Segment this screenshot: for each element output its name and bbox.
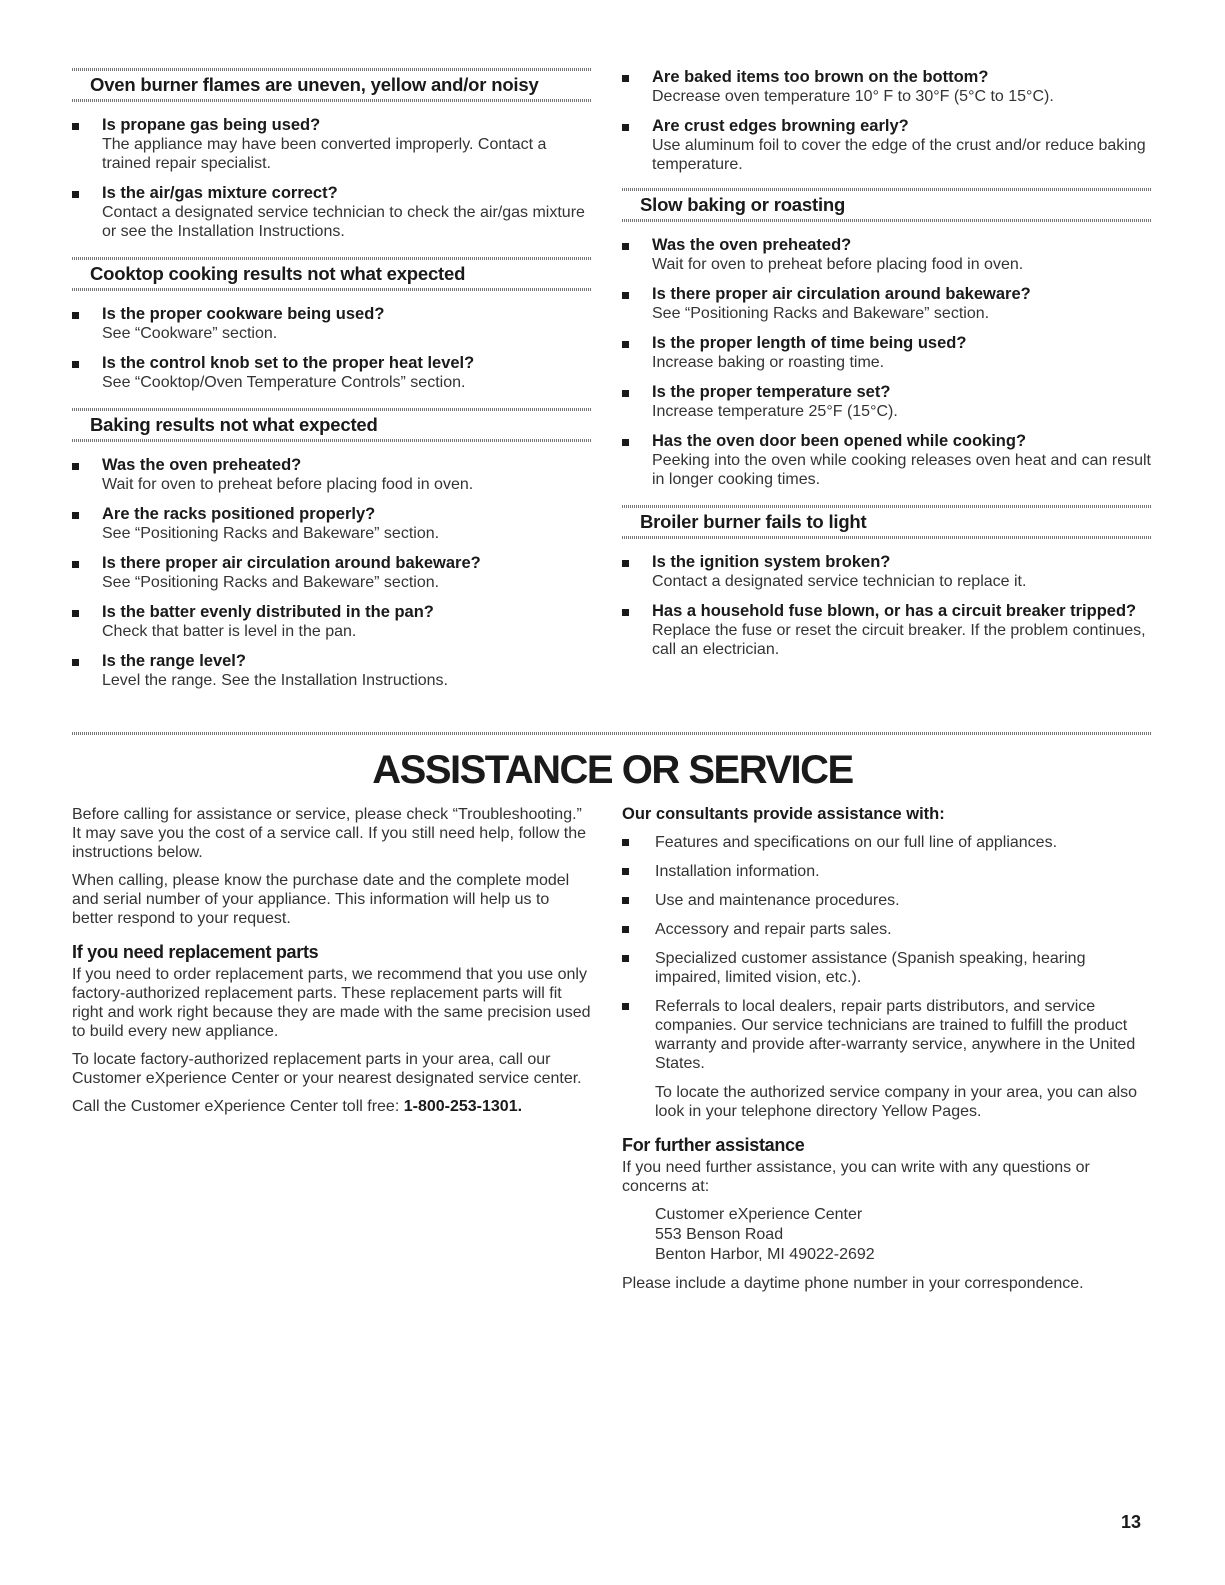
bullet-icon — [72, 610, 79, 617]
answer: Increase baking or roasting time. — [652, 354, 885, 371]
qa-item — [622, 383, 1152, 421]
answer: Wait for oven to preheat before placing food in oven. — [652, 256, 1024, 273]
answer: See “Positioning Racks and Bakeware” section. — [102, 574, 440, 591]
bullet-icon — [622, 341, 629, 348]
answer: Wait for oven to preheat before placing food in oven. — [102, 476, 474, 493]
bullet-icon — [72, 561, 79, 568]
list-item-text: Specialized customer assistance (Spanish speaking, hearing impaired, limited vision, etc.). — [655, 950, 1086, 986]
question: Is the proper length of time being used? — [652, 334, 967, 352]
question: Has a household fuse blown, or has a circuit breaker tripped? — [652, 602, 1137, 620]
section-heading — [72, 408, 592, 442]
bullet-icon — [622, 243, 629, 250]
bullet-icon — [622, 75, 629, 82]
answer: See “Cookware” section. — [102, 325, 278, 342]
bullet-icon — [622, 1003, 629, 1010]
list-item — [622, 920, 1152, 939]
qa-item — [72, 354, 592, 392]
closing-paragraph: Please include a daytime phone number in your correspondence. — [622, 1275, 1084, 1292]
section-title: Baking results not what expected — [90, 414, 378, 435]
section-heading — [622, 188, 1152, 222]
qa-item — [72, 305, 592, 343]
qa-item — [622, 285, 1152, 323]
question: Was the oven preheated? — [652, 236, 852, 254]
qa-item — [622, 68, 1152, 106]
further-heading: For further assistance — [622, 1135, 805, 1155]
bullet-icon — [622, 390, 629, 397]
qa-item — [72, 554, 592, 592]
bullet-icon — [622, 897, 629, 904]
call-paragraph — [72, 1097, 592, 1116]
answer: Contact a designated service technician to replace it. — [652, 573, 1027, 590]
section-title: Cooktop cooking results not what expected — [90, 263, 466, 284]
bullet-icon — [72, 123, 79, 130]
section-oven-burner — [72, 68, 592, 241]
question: Are crust edges browning early? — [652, 117, 909, 135]
bullet-icon — [622, 292, 629, 299]
page-title: ASSISTANCE OR SERVICE — [372, 748, 853, 792]
answer: Check that batter is level in the pan. — [102, 623, 357, 640]
qa-item — [72, 184, 592, 241]
question: Is the range level? — [102, 652, 246, 670]
section-title: Oven burner flames are uneven, yellow and/or noisy — [90, 74, 539, 95]
parts-paragraph: To locate factory-authorized replacement parts in your area, call our Customer eXperience Center or your nearest designated service center. — [72, 1051, 582, 1087]
qa-item — [72, 116, 592, 173]
answer: See “Positioning Racks and Bakeware” section. — [652, 305, 990, 322]
list-item-text: Use and maintenance procedures. — [655, 892, 900, 909]
qa-item — [622, 236, 1152, 274]
qa-item — [622, 432, 1152, 489]
section-title: Slow baking or roasting — [640, 194, 846, 215]
qa-item — [72, 652, 592, 690]
list-item-text: Accessory and repair parts sales. — [655, 921, 892, 938]
list-item-text: Installation information. — [655, 863, 820, 880]
list-item-text: Referrals to local dealers, repair parts distributors, and service companies. Our service technicians are trained to fulfill the product warranty and provide after-warranty service, anywhere in the United States. — [655, 998, 1136, 1072]
question: Are the racks positioned properly? — [102, 505, 376, 523]
question: Is the air/gas mixture correct? — [102, 184, 338, 202]
right-column — [622, 68, 1152, 670]
bullet-icon — [622, 926, 629, 933]
section-cooktop-results — [72, 257, 592, 392]
locate-paragraph: To locate the authorized service company in your area, you can also look in your telephone directory Yellow Pages. — [655, 1084, 1138, 1120]
qa-item — [622, 553, 1152, 591]
bullet-icon — [622, 439, 629, 446]
bullet-icon — [622, 868, 629, 875]
question: Is propane gas being used? — [102, 116, 321, 134]
qa-item — [622, 334, 1152, 372]
divider — [72, 288, 592, 291]
question: Is the proper cookware being used? — [102, 305, 385, 323]
section-heading — [622, 505, 1152, 539]
answer: Use aluminum foil to cover the edge of the crust and/or reduce baking temperature. — [652, 137, 1146, 173]
bullet-icon — [622, 955, 629, 962]
qa-item — [622, 117, 1152, 174]
qa-item — [72, 603, 592, 641]
section-broiler-burner — [622, 505, 1152, 659]
bullet-icon — [622, 124, 629, 131]
answer: Decrease oven temperature 10° F to 30°F (5°C to 15°C). — [652, 88, 1054, 105]
question: Are baked items too brown on the bottom? — [652, 68, 989, 86]
intro-paragraph: When calling, please know the purchase date and the complete model and serial number of your appliance. This information will help us to better respond to your request. — [72, 872, 570, 927]
question: Is the batter evenly distributed in the pan? — [102, 603, 434, 621]
section-title: Broiler burner fails to light — [640, 511, 867, 532]
question: Is the proper temperature set? — [652, 383, 891, 401]
list-item — [622, 862, 1152, 881]
divider — [72, 439, 592, 442]
consultants-heading: Our consultants provide assistance with: — [622, 805, 945, 823]
answer: Contact a designated service technician to check the air/gas mixture or see the Installation Instructions. — [102, 204, 585, 240]
intro-paragraph: Before calling for assistance or service, please check “Troubleshooting.” It may save you the cost of a service call. If you still need help, follow the instructions below. — [72, 806, 587, 861]
phone-number: 1-800-253-1301. — [403, 1098, 523, 1115]
section-slow-baking — [622, 188, 1152, 489]
bullet-icon — [72, 512, 79, 519]
parts-heading: If you need replacement parts — [72, 942, 319, 962]
address-line: Customer eXperience Center — [655, 1206, 863, 1223]
answer: See “Cooktop/Oven Temperature Controls” section. — [102, 374, 466, 391]
further-paragraph: If you need further assistance, you can write with any questions or concerns at: — [622, 1159, 1090, 1195]
question: Is the control knob set to the proper heat level? — [102, 354, 475, 372]
divider — [622, 219, 1152, 222]
question: Is the ignition system broken? — [652, 553, 891, 571]
answer: See “Positioning Racks and Bakeware” section. — [102, 525, 440, 542]
parts-paragraph: If you need to order replacement parts, we recommend that you use only factory-authorized replacement parts. These replacement parts will fit right and work right because they are made with the same precision used to build every new appliance. — [72, 966, 591, 1040]
bullet-icon — [622, 609, 629, 616]
list-item — [622, 891, 1152, 910]
answer: Level the range. See the Installation Instructions. — [102, 672, 448, 689]
bullet-icon — [72, 191, 79, 198]
call-text: Call the Customer eXperience Center toll free: — [72, 1098, 404, 1115]
bullet-icon — [72, 361, 79, 368]
answer: Increase temperature 25°F (15°C). — [652, 403, 898, 420]
list-item-text: Features and specifications on our full line of appliances. — [655, 834, 1058, 851]
assistance-left-column — [72, 805, 592, 1125]
section-baking-results — [72, 408, 592, 690]
list-item — [622, 949, 1152, 987]
question: Is there proper air circulation around bakeware? — [652, 285, 1031, 303]
question: Has the oven door been opened while cooking? — [652, 432, 1027, 450]
bullet-icon — [72, 312, 79, 319]
mailing-address — [622, 1205, 1152, 1265]
address-line: Benton Harbor, MI 49022-2692 — [655, 1246, 875, 1263]
divider — [72, 99, 592, 102]
section-heading — [72, 257, 592, 291]
qa-item — [72, 456, 592, 494]
bullet-icon — [622, 839, 629, 846]
bullet-icon — [622, 560, 629, 567]
answer: Replace the fuse or reset the circuit breaker. If the problem continues, call an electrician. — [652, 622, 1146, 658]
full-width-divider — [72, 732, 1152, 735]
bullet-icon — [72, 463, 79, 470]
left-column — [72, 68, 592, 701]
list-item — [622, 833, 1152, 852]
page-number: 13 — [1120, 1512, 1141, 1532]
qa-item — [622, 602, 1152, 659]
bullet-icon — [72, 659, 79, 666]
section-heading — [72, 68, 592, 102]
list-item — [622, 997, 1152, 1073]
answer: The appliance may have been converted improperly. Contact a trained repair specialist. — [102, 136, 547, 172]
assistance-right-column — [622, 805, 1152, 1302]
question: Is there proper air circulation around bakeware? — [102, 554, 481, 572]
divider — [622, 536, 1152, 539]
answer: Peeking into the oven while cooking releases oven heat and can result in longer cooking times. — [652, 452, 1151, 488]
address-line: 553 Benson Road — [655, 1226, 784, 1243]
question: Was the oven preheated? — [102, 456, 302, 474]
qa-item — [72, 505, 592, 543]
